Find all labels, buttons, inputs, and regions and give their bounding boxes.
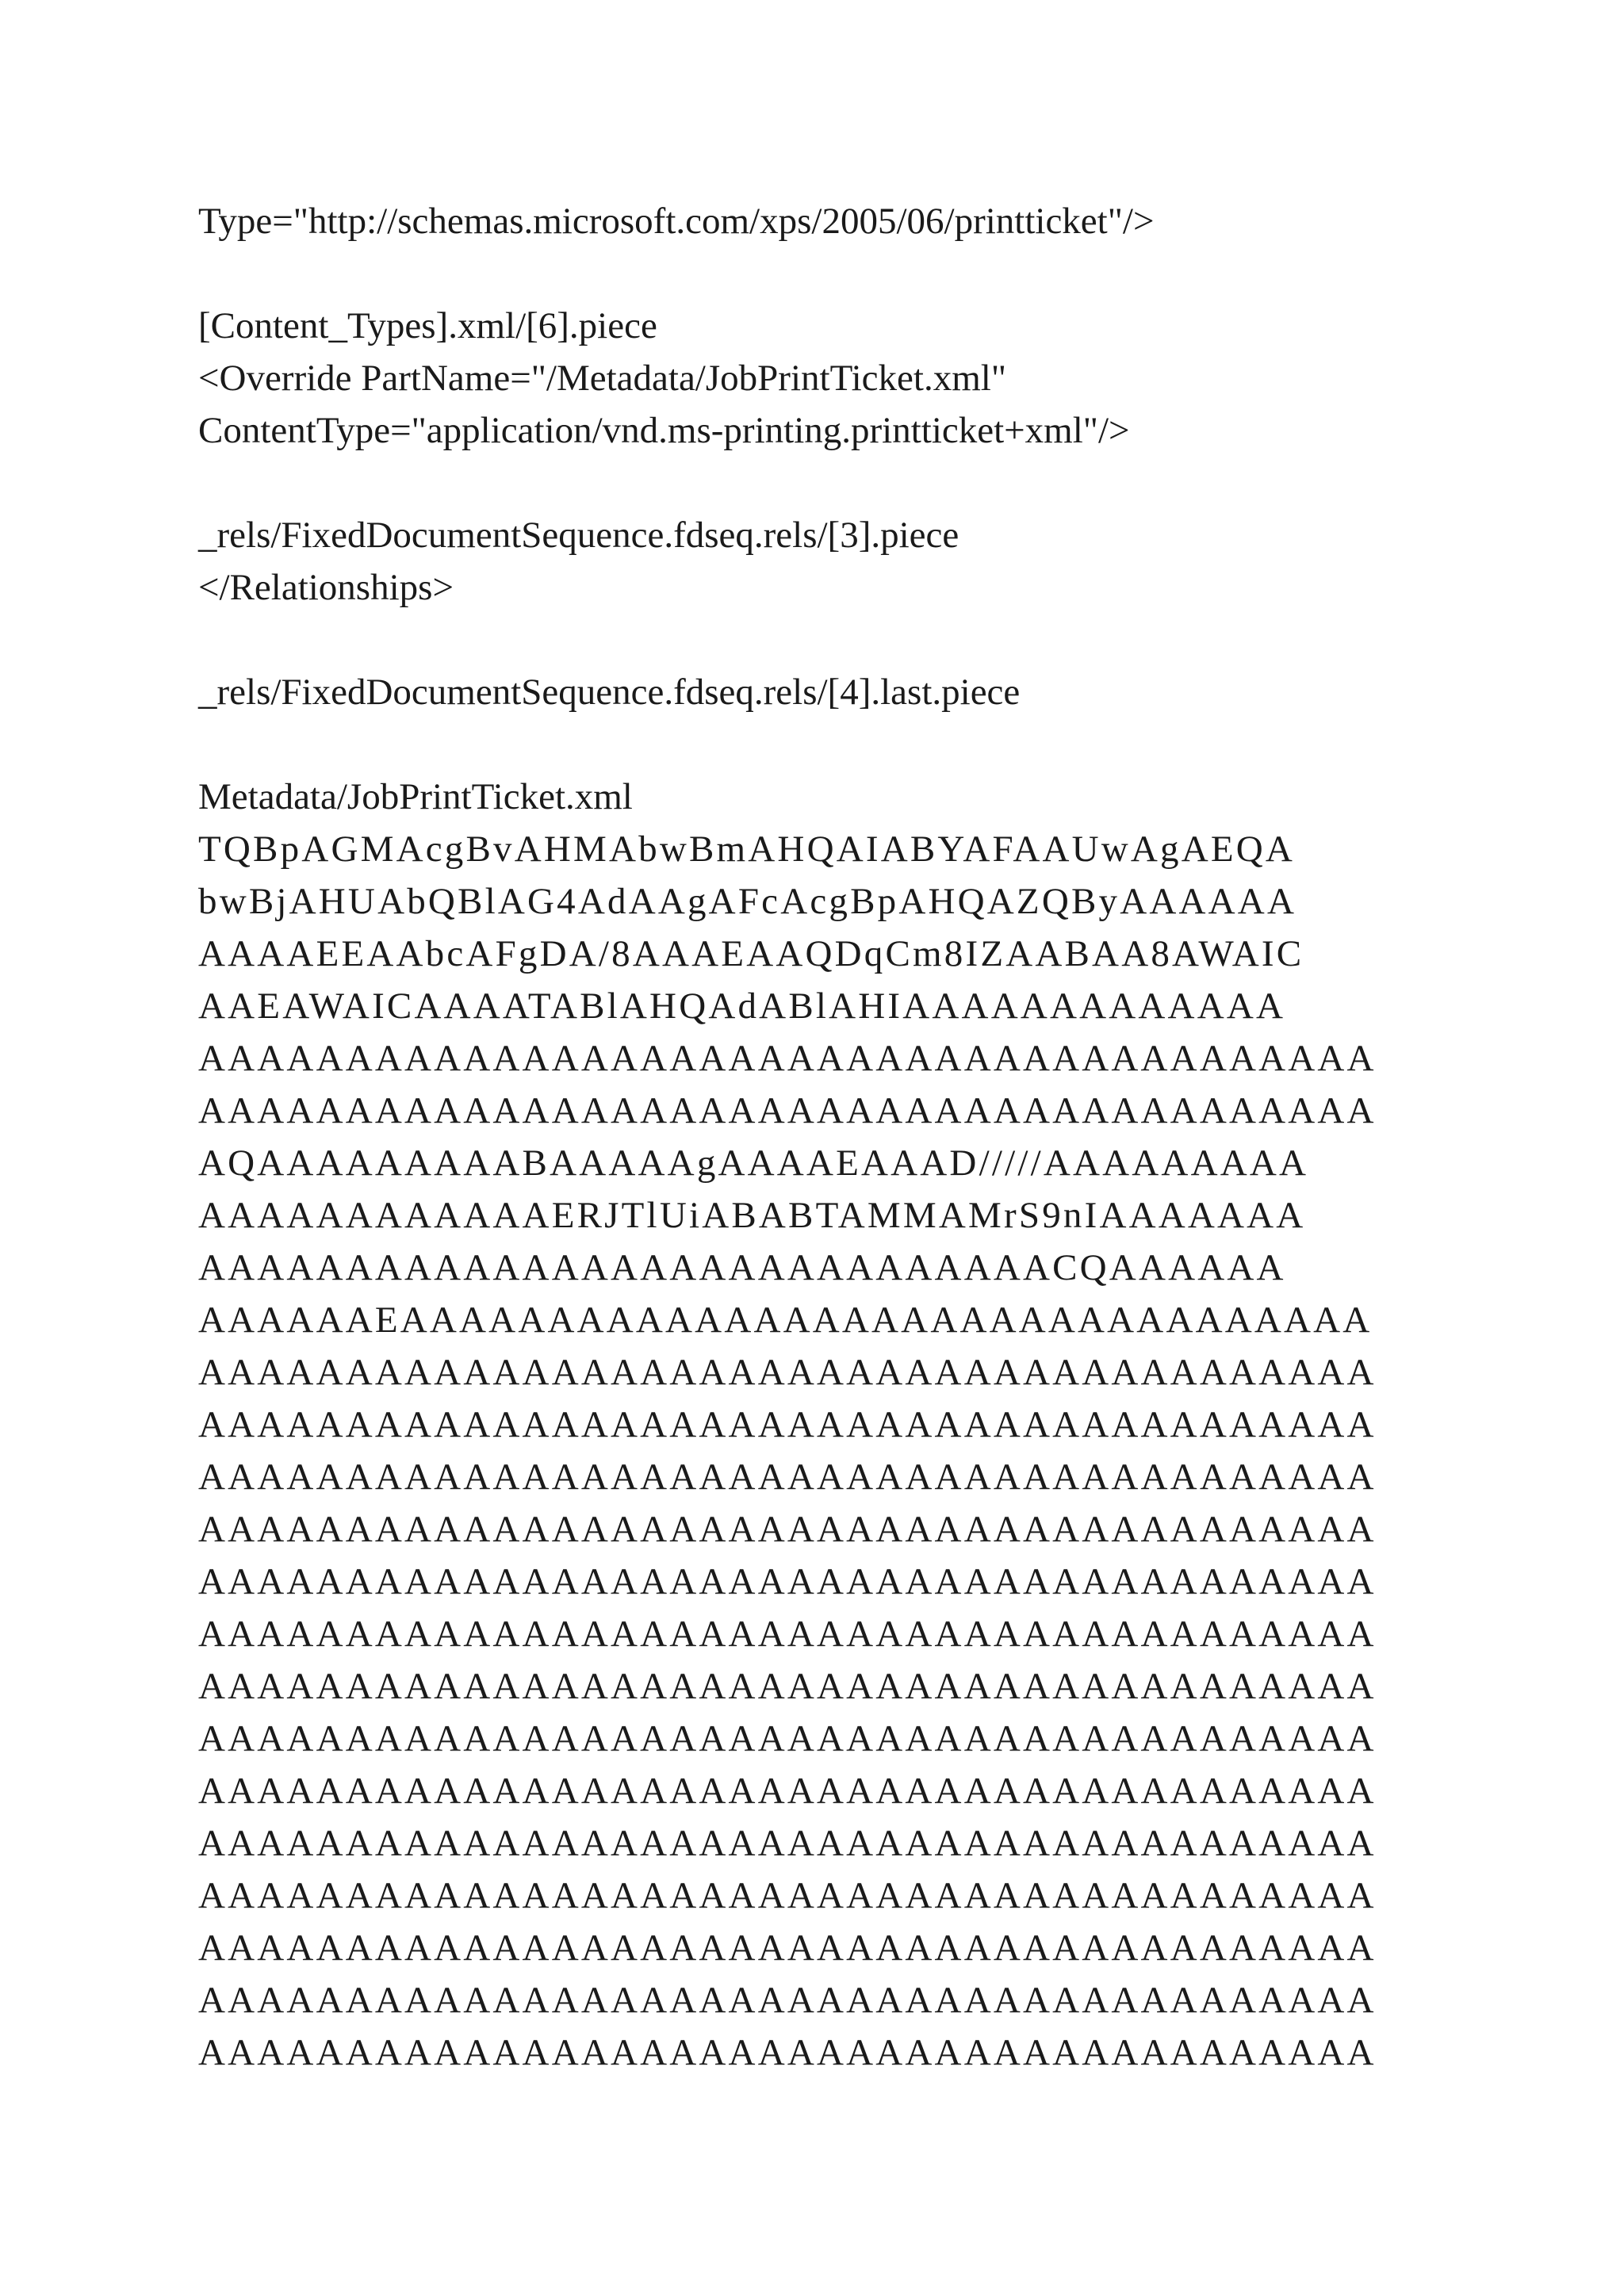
- encoded-line: AAAAAAAAAAAAAAAAAAAAAAAAAAAAAAAAAAAAAAAA: [198, 1456, 1377, 1498]
- text-line: <Override PartName="/Metadata/JobPrintTicket.xml": [198, 358, 1007, 399]
- text-line: [Content_Types].xml/[6].piece: [198, 305, 657, 346]
- text-block-rels-piece-4: [198, 666, 1435, 718]
- encoded-line: AAAAAAAAAAAAAAAAAAAAAAAAAAAAAAAAAAAAAAAA: [198, 1090, 1377, 1131]
- text-block-rels-piece-3: [198, 509, 1435, 614]
- encoded-line: AAAAAAAAAAAAAAAAAAAAAAAAAAAAAAAAAAAAAAAA: [198, 1352, 1377, 1393]
- text-line: _rels/FixedDocumentSequence.fdseq.rels/[4].last.piece: [198, 672, 1021, 713]
- text-block-content-types-piece: [198, 300, 1435, 457]
- encoded-line: AAAAAAAAAAAAAAAAAAAAAAAAAAAAAAAAAAAAAAAA: [198, 1875, 1377, 1916]
- encoded-line: AAAAAAAAAAAAAAAAAAAAAAAAAAAAAAAAAAAAAAAA: [198, 1561, 1377, 1602]
- encoded-line: AQAAAAAAAAABAAAAAgAAAAEAAAD/////AAAAAAAAA: [198, 1142, 1309, 1184]
- encoded-line: AAAAAAAAAAAAAAAAAAAAAAAAAAAAAAAAAAAAAAAA: [198, 1404, 1377, 1445]
- encoded-line: AAAAAAAAAAAAAAAAAAAAAAAAAAAAAAAAAAAAAAAA: [198, 1718, 1377, 1759]
- encoded-line: AAAAAAAAAAAAAAAAAAAAAAAAAAAAACQAAAAAA: [198, 1247, 1286, 1288]
- encoded-line: AAAAAAEAAAAAAAAAAAAAAAAAAAAAAAAAAAAAAAAA: [198, 1299, 1373, 1341]
- encoded-line: AAAAAAAAAAAAAAAAAAAAAAAAAAAAAAAAAAAAAAAA: [198, 1613, 1377, 1655]
- encoded-line: AAAAAAAAAAAAERJTlUiABABTAMMAMrS9nIAAAAAAA: [198, 1195, 1306, 1236]
- encoded-line: bwBjAHUAbQBlAG4AdAAgAFcAcgBpAHQAZQByAAAAAA: [198, 881, 1297, 922]
- text-line: _rels/FixedDocumentSequence.fdseq.rels/[3].piece: [198, 515, 959, 556]
- encoded-line: AAAAAAAAAAAAAAAAAAAAAAAAAAAAAAAAAAAAAAAA: [198, 2032, 1377, 2073]
- encoded-line: AAAAAAAAAAAAAAAAAAAAAAAAAAAAAAAAAAAAAAAA: [198, 1823, 1377, 1864]
- text-line: Type="http://schemas.microsoft.com/xps/2005/06/printticket"/>: [198, 201, 1155, 242]
- encoded-line: AAAAAAAAAAAAAAAAAAAAAAAAAAAAAAAAAAAAAAAA: [198, 1770, 1377, 1812]
- document-body: [198, 195, 1435, 2131]
- encoded-line: AAAAAAAAAAAAAAAAAAAAAAAAAAAAAAAAAAAAAAAA: [198, 1980, 1377, 2021]
- text-block-job-print-ticket: [198, 771, 1435, 2079]
- section-heading: Metadata/JobPrintTicket.xml: [198, 776, 633, 817]
- encoded-line: TQBpAGMAcgBvAHMAbwBmAHQAIABYAFAAUwAgAEQA: [198, 828, 1296, 870]
- encoded-line: AAEAWAICAAAATABlAHQAdABlAHIAAAAAAAAAAAAA: [198, 985, 1286, 1027]
- encoded-line: AAAAEEAAbcAFgDA/8AAAEAAQDqCm8IZAABAA8AWAIC: [198, 933, 1304, 974]
- text-block-type-attribute: [198, 195, 1435, 247]
- text-line: ContentType="application/vnd.ms-printing.printticket+xml"/>: [198, 410, 1130, 451]
- text-line: </Relationships>: [198, 567, 454, 608]
- encoded-line: AAAAAAAAAAAAAAAAAAAAAAAAAAAAAAAAAAAAAAAA: [198, 1927, 1377, 1969]
- encoded-line: AAAAAAAAAAAAAAAAAAAAAAAAAAAAAAAAAAAAAAAA: [198, 1038, 1377, 1079]
- encoded-line: AAAAAAAAAAAAAAAAAAAAAAAAAAAAAAAAAAAAAAAA: [198, 1666, 1377, 1707]
- encoded-line: AAAAAAAAAAAAAAAAAAAAAAAAAAAAAAAAAAAAAAAA: [198, 1509, 1377, 1550]
